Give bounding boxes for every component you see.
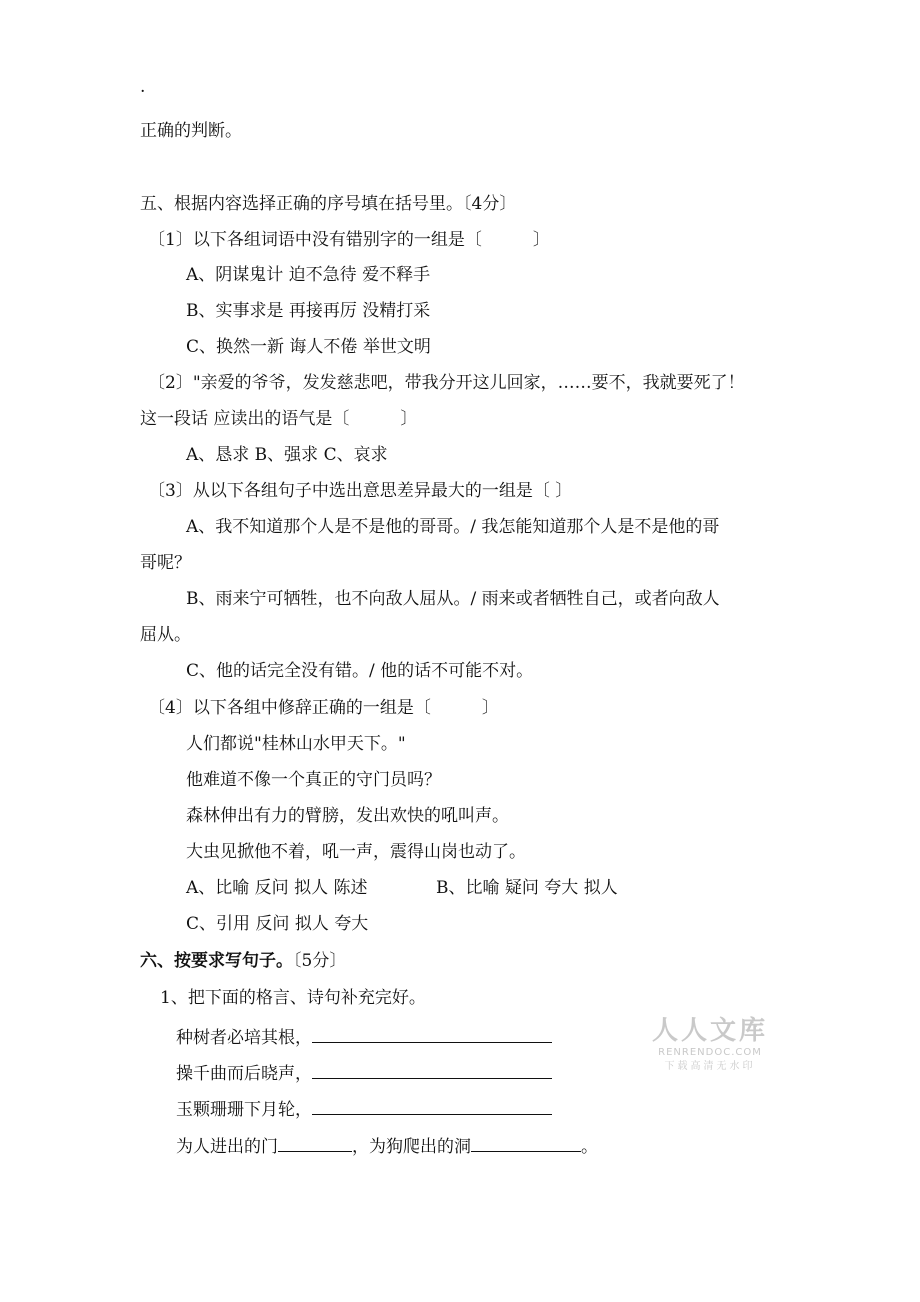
q1-option-c: C、换然一新 诲人不倦 举世文明 [186, 337, 431, 357]
fill-line-4 [176, 1133, 598, 1158]
fill-blank-1[interactable] [312, 1024, 552, 1043]
q3-option-a-cont: 哥呢？ [140, 553, 191, 573]
q4-sentence-2: 他难道不像一个真正的守门员吗？ [186, 770, 441, 790]
q1-option-b: B、实事求是 再接再厉 没精打采 [186, 301, 431, 321]
fill-line-2-text: 操千曲而后晓声， [176, 1064, 312, 1084]
section6-points: 〔5分〕 [293, 951, 347, 971]
q4-option-a: A、比喻 反问 拟人 陈述 [186, 878, 368, 898]
section5-title: 五、根据内容选择正确的序号填在括号里。〔4分〕 [140, 194, 517, 214]
q1-option-a: A、阴谋鬼计 迫不急待 爱不释手 [186, 265, 431, 285]
watermark-slogan: 下载高清无水印 [664, 1061, 756, 1072]
q2-stem: 〔2〕"亲爱的爷爷，发发慈悲吧，带我分开这儿回家，……要不，我就要死了！ [148, 373, 745, 393]
q4-option-b: B、比喻 疑问 夸大 拟人 [436, 878, 618, 898]
q3-stem: 〔3〕从以下各组句子中选出意思差异最大的一组是〔 〕 [148, 481, 573, 501]
q4-sentence-1: 人们都说"桂林山水甲天下。" [186, 734, 406, 754]
q4-sentence-3: 森林伸出有力的臂膀，发出欢快的吼叫声。 [186, 806, 509, 826]
section6-title [140, 950, 346, 972]
section6-heading: 六、按要求写句子。 [140, 951, 293, 971]
watermark-domain: RENRENDOC.COM [658, 1047, 762, 1058]
q3-option-c: C、他的话完全没有错。/ 他的话不可能不对。 [186, 661, 534, 681]
q3-option-a: A、我不知道那个人是不是他的哥哥。/ 我怎能知道那个人是不是他的哥 [186, 517, 720, 537]
fill-blank-3[interactable] [312, 1096, 552, 1115]
s6-q1-stem: 1、把下面的格言、诗句补充完好。 [160, 988, 426, 1008]
q4-stem: 〔4〕以下各组中修辞正确的一组是〔 〕 [148, 698, 499, 718]
q4-sentence-4: 大虫见掀他不着，吼一声，震得山岗也动了。 [186, 842, 526, 862]
q2-options: A、恳求 B、强求 C、哀求 [186, 445, 388, 465]
fill-line-4-end: 。 [581, 1137, 598, 1157]
top-mark: . [140, 77, 146, 97]
fill-blank-2[interactable] [312, 1060, 552, 1079]
fill-line-3-text: 玉颗珊珊下月轮， [176, 1100, 312, 1120]
q2-stem-cont: 这一段话 应读出的语气是〔 〕 [140, 409, 418, 429]
q1-stem: 〔1〕以下各组词语中没有错别字的一组是〔 〕 [148, 230, 550, 250]
fill-line-4-text-b: ，为狗爬出的洞 [352, 1137, 471, 1157]
fill-line-2 [176, 1060, 552, 1085]
watermark-logo [648, 1016, 772, 1074]
fill-blank-5[interactable] [471, 1133, 581, 1152]
fill-line-3 [176, 1096, 552, 1121]
intro-text: 正确的判断。 [140, 121, 242, 141]
fill-line-1-text: 种树者必培其根， [176, 1028, 312, 1048]
q3-option-b: B、雨来宁可牺牲，也不向敌人屈从。/ 雨来或者牺牲自己，或者向敌人 [186, 589, 720, 609]
watermark-name: 人人文库 [651, 1016, 768, 1046]
fill-blank-4[interactable] [278, 1133, 352, 1152]
fill-line-1 [176, 1024, 552, 1049]
q4-option-c: C、引用 反问 拟人 夸大 [186, 914, 369, 934]
q3-option-b-cont: 屈从。 [140, 625, 191, 645]
fill-line-4-text-a: 为人进出的门 [176, 1137, 278, 1157]
